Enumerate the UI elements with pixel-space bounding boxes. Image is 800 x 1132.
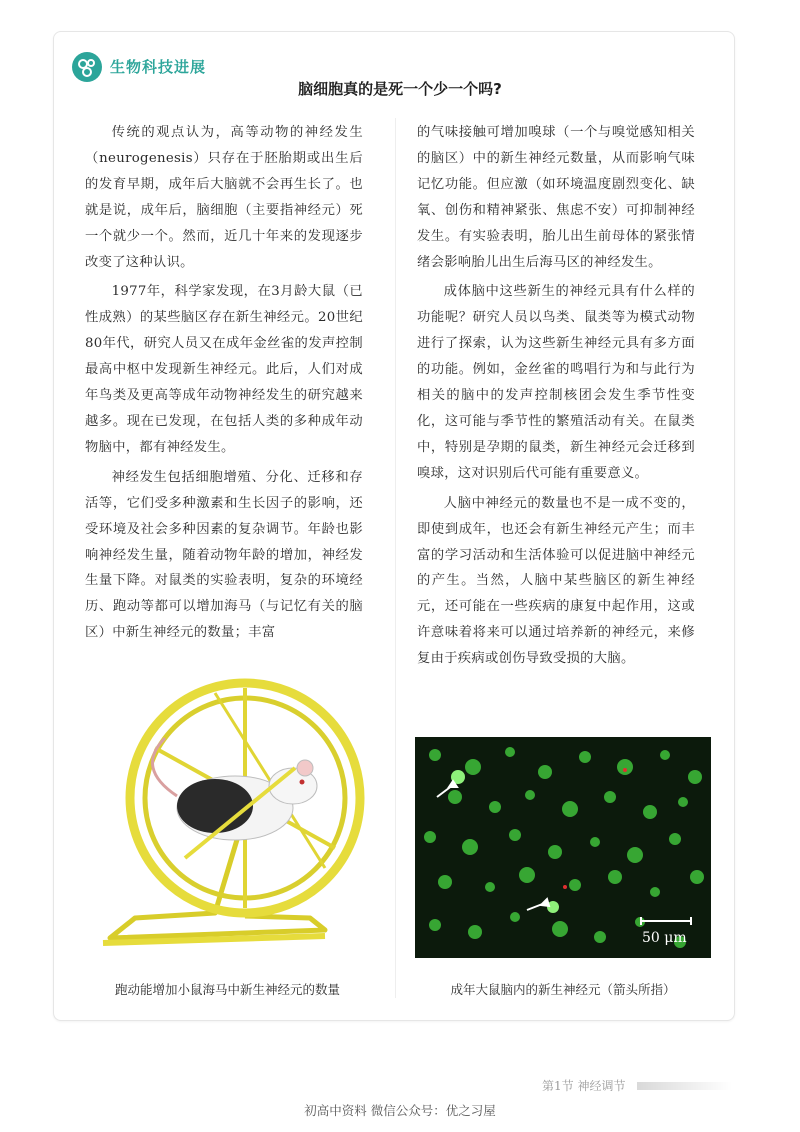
scale-bar-label: 50 μm (642, 930, 687, 946)
micrograph-image (415, 737, 711, 958)
figure-caption-left: 跑动能增加小鼠海马中新生神经元的数量 (114, 982, 340, 997)
mouse-wheel-illustration (95, 668, 385, 964)
neuron-micrograph (415, 737, 711, 958)
left-column (85, 120, 363, 650)
paragraph: 人脑中神经元的数量也不是一成不变的，即使到成年，也还会有新生神经元产生；而丰富的学习活动和生活体验可以促进脑中神经元的产生。当然，人脑中某些脑区的新生神经元，还可能在一些疾病的康复中起作用，这或许意味着将来可以通过培养新的神经元，来修复由于疾病或创伤导致受损的大脑。 (417, 495, 695, 667)
paragraph: 成体脑中这些新生的神经元具有什么样的功能呢？研究人员以鸟类、鼠类等为模式动物进行了探索，认为这些新生神经元具有多方面的功能。例如，金丝雀的鸣唱行为和与此行为相关的脑中的发声控制核团会发生季节性变化，这可能与季节性的繁殖活动有关。在鼠类中，特别是孕期的鼠类，新生神经元会迁移到嗅球，这对识别后代可能有重要意义。 (417, 284, 695, 481)
watermark: 初高中资料 微信公众号：优之习屋 (304, 1103, 496, 1118)
chapter-footer: 第1节 神经调节 (542, 1079, 626, 1093)
article-title: 脑细胞真的是死一个少一个吗? (298, 80, 502, 98)
paragraph: 神经发生包括细胞增殖、分化、迁移和存活等，它们受多种激素和生长因子的影响，还受环境及社会多种因素的复杂调节。年龄也影响神经发生量，随着动物年龄的增加，神经发生量下降。对鼠类的实验表明，复杂的环境经历、跑动等都可以增加海马（与记忆有关的脑区）中新生神经元的数量；丰富 (85, 469, 363, 641)
paragraph: 传统的观点认为，高等动物的神经发生（neurogenesis）只存在于胚胎期或出生后的发育早期，成年后大脑就不会再生长了。也就是说，成年后，脑细胞（主要指神经元）死一个就少一个。然而，近几十年来的发现逐步改变了这种认识。 (85, 125, 363, 270)
molecule-icon (72, 52, 102, 82)
paragraph: 的气味接触可增加嗅球（一个与嗅觉感知相关的脑区）中的新生神经元数量，从而影响气味记忆功能。但应激（如环境温度剧烈变化、缺氧、创伤和精神紧张、焦虑不安）可抑制神经发生。有实验表明，胎儿出生前母体的紧张情绪会影响胎儿出生后海马区的神经发生。 (417, 125, 695, 270)
footer-rule (637, 1082, 732, 1090)
paragraph: 1977年，科学家发现，在3月龄大鼠（已性成熟）的某些脑区存在新生神经元。20世纪80年代，研究人员又在成年金丝雀的发声控制最高中枢中发现新生神经元。此后，人们对成年鸟类及更高等成年动物神经发生的研究越来越多。现在已发现，在包括人类的多种成年动物脑中，都有神经发生。 (85, 284, 363, 455)
right-column (417, 120, 695, 676)
section-badge (72, 52, 102, 82)
figure-caption-right: 成年大鼠脑内的新生神经元（箭头所指） (450, 982, 676, 997)
column-divider (395, 118, 396, 998)
section-label: 生物科技进展 (110, 58, 207, 76)
